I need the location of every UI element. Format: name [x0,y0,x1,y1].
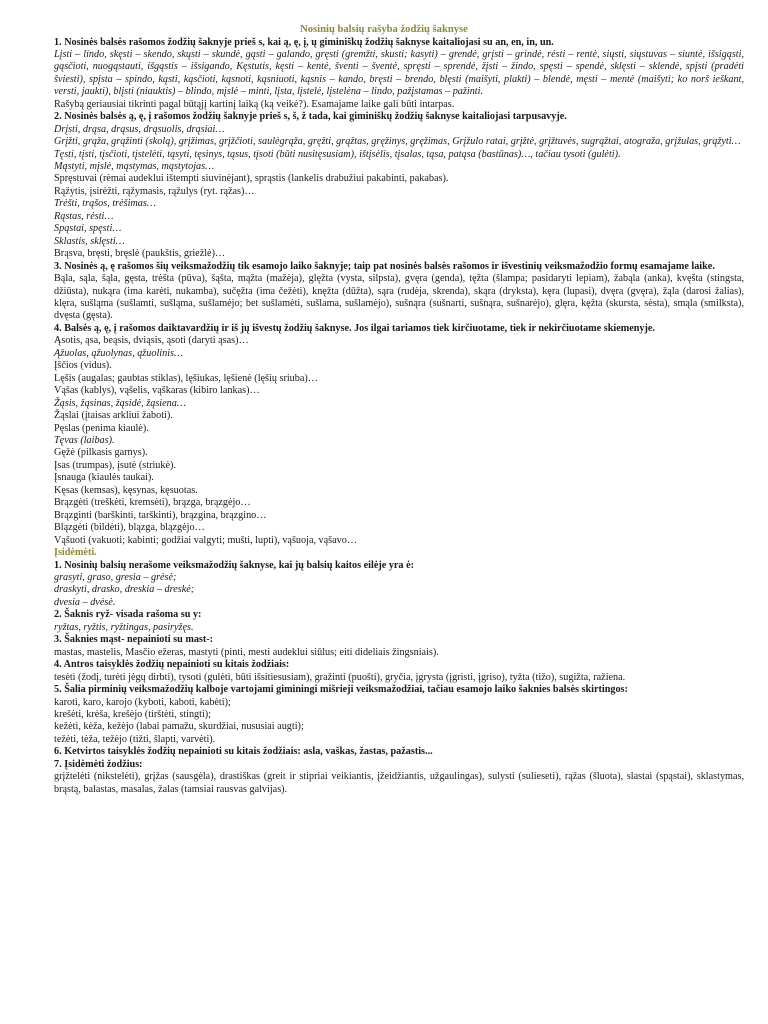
rule-heading: Įsidėmėti. [54,547,97,559]
example-line: Įsas (trumpas), įsutė (striukė). [54,459,176,471]
rule-heading: 4. Balsės ą, ę, į rašomos daiktavardžių ir iš jų išvestų žodžių šaknyse. Jos ilgai tariamos tiek kirčiuotame, tiek ir nekirčiuotame skiemenyje. [54,322,655,334]
example-line: Trėšti, trąšos, trėšimas… [54,198,156,210]
example-line: Lįsti – lindo, skęsti – skendo, skųsti – skundė, gąsti – galando, gręsti (gremžti, skusti; kasyti) – grendė, grįsti – grindė, rėsti – rentė, siųsti, siųstuvas – siuntė, išsigąsti, gąsčioti, nuogąstauti, išgąstis – išsigando, Kęstutis, kęsti – kentė, šventi – šventė, spręsti – sprendė, žįsti – žindo, spęsti – spendė, sklęsti – sklendė, spįsti (pradėti šviesti), spįsta – spindo, kąsti, kąsčioti, kąsnoti, kąsniuoti, kąsnis – kando, bręsti – brendo, blęsti (maišyti, plakti) – blendė, męsti – mentė (maišyti; ko norš ieškant, versti, jaukti), blįsti (niauktis) – blindo, mįslė – minti, lįsta, lįstelė, lįstelėna – lindo, pažįstamas – pažinti. [54,48,744,98]
example-line: Spręstuvai (rėmai audeklui ištempti siuvinėjant), sprąstis (lankelis drabužiui pakabinti, pakabas). [54,173,449,185]
rule-heading: 7. Įsidėmėti žodžius: [54,758,143,770]
example-line: krešėti, krėša, krešėjo (tirštėti, stingti); [54,708,212,720]
rule-heading: 4. Antros taisyklės žodžių nepainioti su kitais žodžiais: [54,659,290,671]
example-line: Vąšas (kablys), vąšelis, vąškaras (kibiro lankas)… [54,385,260,397]
example-line: Tęsti, tįsti, tįsčioti, tįstelėti, tąsyti, tęsinys, tąsus, tįsoti (būti nusitęsusiam), ištįsėlis, tįsalas, tąsa, patąsa (bastūnas)…, tačiau tysoti (gulėti). [54,148,621,160]
example-line: Gęžė (pilkasis garnys). [54,447,148,459]
rule-heading: 3. Šaknies mąst- nepainioti su mast-: [54,634,214,646]
example-line: Įščios (vidus). [54,360,112,372]
example-line: Lęšis (augalas; gaubtas stiklas), lęšiukas, lęšienė (lęšių sriuba)… [54,372,318,384]
example-line: Įsnauga (kiaulės taukai). [54,472,154,484]
example-line: grįžtelėti (nikstelėti), grįžas (sausgėla), drastiškas (greit ir stipriai veikiantis, įžeidžiantis, užgaulingas), sulysti (sulieseti), rąžas (šluota), slastai (spąstai), sklastymas, brąstą, balastas, masalas, žalas (tamsiai rausvas galvijas). [54,771,744,795]
example-line: Vąšuoti (vakuoti; kabinti; godžiai valgyti; mušti, lupti), vąšuoja, vąšavo… [54,534,358,546]
example-line: Kęsas (kemsas), kęsynas, kęsuotas. [54,484,198,496]
rule-heading: 2. Nosinės balsės ą, ę, į rašomos žodžių šaknyje prieš s, š, ž tada, kai giminiškų žodžių šaknyse kaitaliojasi tarpusavyje. [54,111,567,123]
example-line: Ąsotis, ąsa, beąsis, dviąsis, ąsoti (daryti ąsas)… [54,335,249,347]
example-line: Blązgėti (bildėti), blązga, blązgėjo… [54,522,205,534]
example-line: Brązgėti (treškėti, kremsėti), brązga, brązgėjo… [54,497,251,509]
example-line: karoti, karo, karojo (kyboti, kaboti, kabėti); [54,696,231,708]
example-line: Brązginti (barškinti, tarškinti), brązgina, brązgino… [54,509,267,521]
example-line: težėti, tėža, težėjo (tižti, šlapti, varvėti). [54,733,216,745]
example-line: Rąžytis, įsirėžti, rąžymasis, rąžulys (ryt. rąžas)… [54,185,255,197]
example-line: Žąslai (įtaisas arkliui žaboti). [54,410,173,422]
rule-heading: 6. Ketvirtos taisyklės žodžių nepainioti su kitais žodžiais: asla, vaškas, žastas, pažastis... [54,746,433,758]
rule-heading: 3. Nosinės ą, ę rašomos šių veiksmažodžių tik esamojo laiko šaknyje; taip pat nosinės balsės rašomos ir išvestinių veiksmažodžio formų esamajame laike. [54,260,715,272]
example-line: draskyti, drasko, dreskia – dreskė; [54,584,195,596]
example-line: Bąla, sąla, šąla, gęsta, trėšta (pūva), šąšta, mąžta (mažėja), glęžta (vysta, silpsta), gvęra (genda), tęžta (šlampa; pasidaryti lepiam), žabąla (anka), kvęšta (stingsta, džiūsta), nukąra (ima karėti, nukamba), sučęžta (ima čežėti), knęžta (dūžta), sąra (rudėja, skrenda), skąra (dryksta), kęra (lupasi), dvęra (gvęra), žąla (darosi žalias), klęra, sušląma (sušlamti, sušląma, sušlamėjo; bet sušlamėti, sušlama, sušlamėjo), sušnąra (sušnarti, sušnąra, sušnarėjo), glęra, kęžta (skursta, sėsta), smąla (smilksta), dvęsta (gęsta). [54,273,744,322]
example-line: Rašybą geriausiai tikrinti pagal būtąjį kartinį laiką (ką veikė?). Esamajame laike gali būti intarpas. [54,98,455,110]
document-body [24,37,744,797]
example-line: Ąžuolas, ąžuolynas, ąžuolinis… [54,347,184,359]
document-title: Nosinių balsių rašyba žodžių šaknyse [300,24,468,35]
example-line: Drįsti, drąsa, drąsus, drąsuolis, drąsiai… [54,123,225,135]
example-line: tesėti (žodį, turėti jėgų dirbti), tysoti (gulėti, būti išsitiesusiam), gražinti (puošti), gryčia, įgrysta (įgristi, įgriso), tyžta (tižo), sugižta, ražiena. [54,671,626,683]
example-line: Rąstas, rėsti… [54,210,114,222]
example-line: Tęvas (laibas). [54,435,115,446]
example-line: Brąsva, bręsti, bręslė (paukštis, griežlė)… [54,248,226,260]
example-line: kežėti, kėža, kežėjo (labai pamažu, skurdžiai, nususiai augti); [54,721,304,733]
example-line: Sklastis, sklęsti… [54,235,125,247]
example-line: Pęslas (penima kiaulė). [54,422,149,434]
rule-heading: 1. Nosinės balsės rašomos žodžių šaknyje prieš s, kai ą, ę, į, ų giminiškų žodžių šaknyse kaitaliojasi su an, en, in, un. [54,36,554,48]
example-line: Mąstyti, mįslė, mąstymas, mąstytojas… [54,161,215,173]
example-line: Spąstai, spęsti… [54,223,122,235]
example-line: mastas, mastelis, Masčio ežeras, mastyti (pinti, mesti audeklui siūlus; eiti dideliais žingsniais). [54,646,439,658]
example-line: Žąsis, žąsinas, žąsidė, žąsiena… [54,397,186,409]
example-line: Grįžti, grąža, grąžinti (skolą), grįžimas, grįžčioti, saulėgrąža, gręžti, grąžtas, gręžinys, gręžimas, Grįžulo ratai, grįžtė, grįžtuvės, sugrąžtai, atograža, grįžulas, grąžyti… [54,136,741,148]
rule-heading: 5. Šalia pirminių veiksmažodžių kalboje vartojami giminingi mišrieji veiksmažodžiai, tačiau esamojo laiko šaknies balsės skirtingos: [54,684,628,696]
example-line: dvesia – dvėsė. [54,596,116,608]
example-line: grasyti, graso, gresia – grėsė; [54,571,177,583]
rule-heading: 1. Nosinių balsių nerašome veiksmažodžių šaknyse, kai jų balsių kaitos eilėje yra ė: [54,559,414,571]
example-line: ryžtas, ryžtis, ryžtingas, pasiryžęs. [54,621,194,633]
rule-heading: 2. Šaknis ryž- visada rašoma su y: [54,609,202,621]
